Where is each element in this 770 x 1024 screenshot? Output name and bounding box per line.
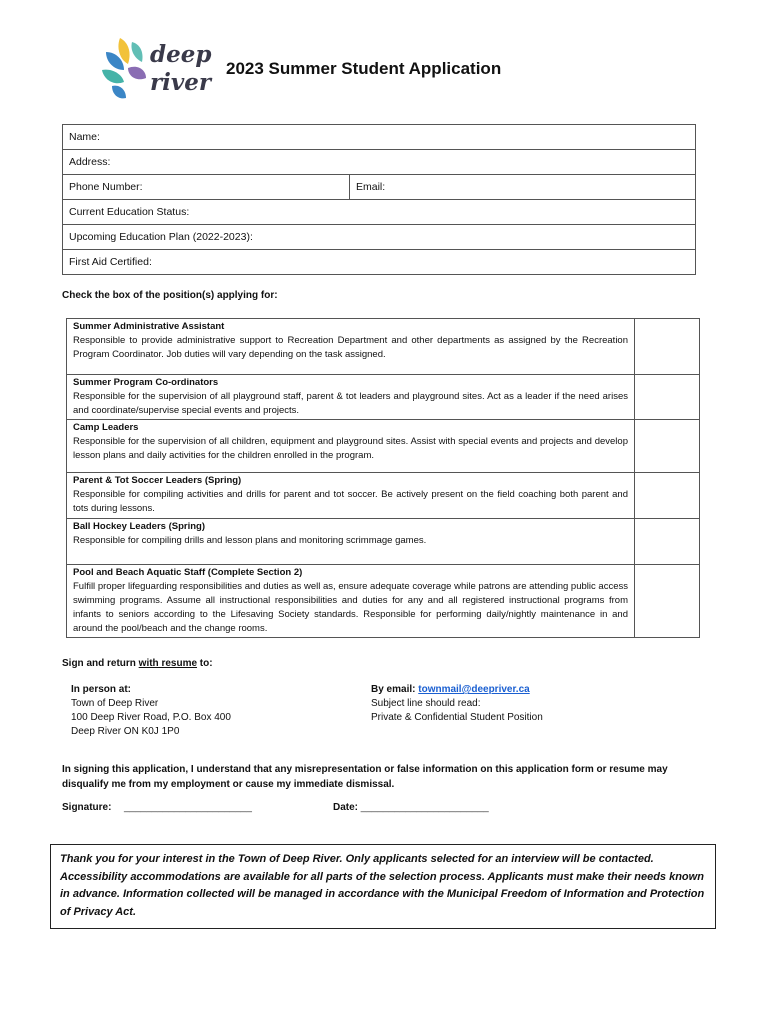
position-row bbox=[67, 519, 700, 565]
position-description: Responsible for the supervision of all children, equipment and playground sites. Assist with special events and projects and develop lesson plans and daily activities for the children enrolled in the program. bbox=[73, 436, 628, 461]
education-plan-field[interactable] bbox=[63, 225, 696, 250]
signature-row bbox=[62, 802, 111, 813]
position-checkbox[interactable] bbox=[635, 473, 700, 519]
position-checkbox[interactable] bbox=[635, 375, 700, 420]
positions-heading: Check the box of the position(s) applying for: bbox=[62, 290, 278, 301]
date-row bbox=[333, 802, 489, 813]
email-label: Email: bbox=[356, 181, 386, 193]
position-description: Fulfill proper lifeguarding responsibilities and duties as well as, ensure adequate coverage while patrons are attending public access swimming programs. Assume all instructional responsibilities and duties for any and all registered instructional programs from infants to seniors according to the Lifesaving Society standards. Responsible for performing daily/nightly maintenance in and around the pool/beach and the change rooms. bbox=[73, 581, 628, 634]
position-row bbox=[67, 375, 700, 420]
address-field[interactable] bbox=[63, 150, 696, 175]
name-field[interactable] bbox=[63, 125, 696, 150]
education-status-field[interactable] bbox=[63, 200, 696, 225]
education-status-label: Current Education Status: bbox=[69, 206, 190, 218]
position-checkbox[interactable] bbox=[635, 319, 700, 375]
logo-text-deep: deep bbox=[150, 41, 212, 68]
positions-table bbox=[66, 318, 700, 638]
signature-line-wrap bbox=[124, 802, 252, 813]
position-row bbox=[67, 565, 700, 638]
email-instruction: Subject line should read: bbox=[371, 698, 481, 709]
first-aid-label: First Aid Certified: bbox=[69, 256, 152, 268]
email-field[interactable] bbox=[350, 175, 696, 200]
education-plan-label: Upcoming Education Plan (2022-2023): bbox=[69, 231, 253, 243]
date-line[interactable]: _______________________ bbox=[360, 802, 489, 813]
first-aid-field[interactable] bbox=[63, 250, 696, 275]
position-title: Parent & Tot Soccer Leaders (Spring) bbox=[73, 475, 242, 486]
return-heading-prefix: Sign and return bbox=[62, 658, 139, 669]
signature-line[interactable]: _______________________ bbox=[124, 802, 252, 813]
position-description: Responsible for the supervision of all playground staff, parent & tot leaders and playground sites. Act as a leader if the need arises and coordinate/supervise special events and projects. bbox=[73, 391, 628, 416]
position-row bbox=[67, 420, 700, 473]
position-description: Responsible for compiling activities and drills for parent and tot soccer. Be actively present on the field coaching both parent and tots during lessons. bbox=[73, 489, 628, 514]
applicant-info-table bbox=[62, 124, 696, 275]
position-checkbox[interactable] bbox=[635, 420, 700, 473]
logo-leaves-icon bbox=[102, 38, 146, 98]
in-person-line: Town of Deep River bbox=[71, 698, 159, 709]
position-title: Camp Leaders bbox=[73, 422, 139, 433]
logo-text-river: river bbox=[150, 69, 211, 96]
position-row bbox=[67, 473, 700, 519]
by-email-label: By email: bbox=[371, 684, 419, 695]
position-title: Summer Administrative Assistant bbox=[73, 321, 225, 332]
position-description: Responsible for compiling drills and lesson plans and monitoring scrimmage games. bbox=[73, 535, 427, 546]
position-checkbox[interactable] bbox=[635, 519, 700, 565]
deep-river-logo bbox=[98, 34, 216, 102]
page-title: 2023 Summer Student Application bbox=[226, 59, 502, 78]
signature-label: Signature: bbox=[62, 802, 112, 813]
email-block bbox=[371, 683, 543, 725]
in-person-line: Deep River ON K0J 1P0 bbox=[71, 726, 180, 737]
email-link[interactable]: townmail@deepriver.ca bbox=[418, 684, 530, 695]
position-description: Responsible to provide administrative support to Recreation Department and other departments as assigned by the Recreation Program Coordinator. Job duties will vary depending on the task assigned. bbox=[73, 335, 628, 360]
notice-box: Thank you for your interest in the Town of Deep River. Only applicants selected for an interview will be contacted. Accessibility accommodations are available for all parts of the selection process. Applicants must make their needs known in advance. Information collected will be managed in accordance with the Municipal Freedom of Information and Protection of Privacy Act. bbox=[50, 844, 716, 929]
position-title: Ball Hockey Leaders (Spring) bbox=[73, 521, 205, 532]
address-label: Address: bbox=[69, 156, 111, 168]
position-checkbox[interactable] bbox=[635, 565, 700, 638]
name-label: Name: bbox=[69, 131, 100, 143]
position-title: Summer Program Co-ordinators bbox=[73, 377, 219, 388]
declaration-text: In signing this application, I understand that any misrepresentation or false information on this application form or resume may disqualify me from my employment or cause my immediate dismissal. bbox=[62, 764, 668, 790]
position-row bbox=[67, 319, 700, 375]
email-subject: Private & Confidential Student Position bbox=[371, 712, 543, 723]
return-heading-suffix: to: bbox=[197, 658, 213, 669]
return-heading-underlined: with resume bbox=[138, 658, 198, 669]
in-person-line: 100 Deep River Road, P.O. Box 400 bbox=[71, 712, 231, 723]
date-label: Date: bbox=[333, 802, 359, 813]
in-person-block bbox=[71, 683, 231, 739]
in-person-label: In person at: bbox=[71, 684, 132, 695]
position-title: Pool and Beach Aquatic Staff (Complete Section 2) bbox=[73, 567, 303, 578]
phone-field[interactable] bbox=[63, 175, 350, 200]
phone-label: Phone Number: bbox=[69, 181, 143, 193]
return-heading bbox=[62, 658, 213, 669]
